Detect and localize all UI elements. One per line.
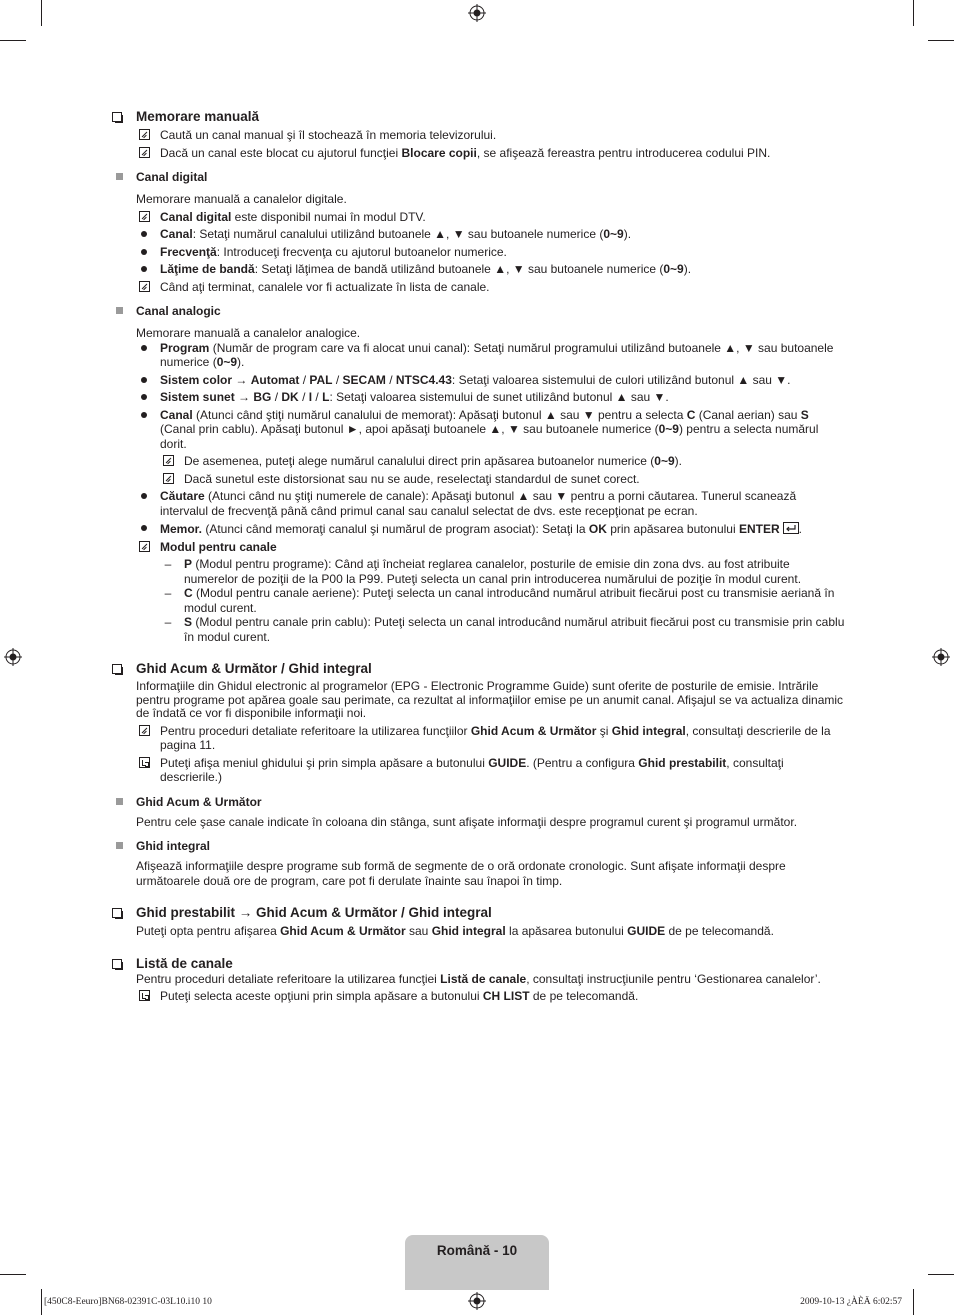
checkbox-icon — [112, 112, 122, 122]
bold-text: 0~9 — [663, 262, 684, 276]
heading-text: Canal digital — [136, 170, 208, 184]
page-content — [112, 108, 847, 1004]
list-item — [112, 227, 847, 242]
square-bullet-icon — [116, 842, 123, 849]
heading-text: Listă de canale — [136, 955, 233, 971]
bold-text: Ghid prestabilit — [638, 755, 727, 770]
bullet-icon — [141, 231, 147, 237]
bullet-icon — [141, 266, 147, 272]
note-icon — [163, 473, 174, 484]
text: De asemenea, puteţi alege numărul canalului direct prin apăsarea butoanelor numerice ( — [184, 454, 655, 468]
paragraph: Memorare manuală a canalelor digitale. — [136, 192, 347, 206]
registration-mark-icon — [468, 4, 486, 22]
dash-item: – P (Modul pentru programe): Când aţi încheiat reglarea canalelor, posturile de emisie din zona dvs. au fost atribuite numerelor de poziţii de la P00 la P99. Puteţi selecta un canal prin introducerea numărului de poziţie în modul curent. — [164, 557, 802, 586]
bold-text: Blocare copii — [401, 145, 477, 160]
text: Puteţi opta pentru afişarea — [136, 924, 281, 938]
square-bullet-icon — [116, 307, 123, 314]
section-heading — [112, 904, 847, 921]
bold-text: Program — [160, 340, 210, 355]
bold-text: Sistem color — [160, 372, 233, 387]
note-text: Când aţi terminat, canalele vor fi actualizate în lista de canale. — [160, 279, 490, 294]
note-icon — [139, 211, 150, 222]
enter-key-icon — [783, 522, 799, 534]
note-icon — [139, 725, 150, 736]
text: : Setaţi numărul canalului utilizând butoanele ▲, ▼ sau butoanele numerice ( — [192, 227, 604, 241]
text: / — [271, 390, 282, 404]
paragraph — [112, 972, 847, 987]
text: → — [234, 390, 254, 404]
page-number: Română - 10 — [436, 1243, 518, 1258]
text: → — [232, 372, 251, 387]
bullet-icon — [141, 249, 147, 255]
subsection-heading — [112, 170, 847, 184]
bold-text: Ghid Acum & Următor — [470, 723, 597, 738]
note-item — [112, 128, 847, 143]
note-item — [112, 280, 847, 295]
list-item — [112, 521, 847, 537]
crop-mark — [913, 0, 914, 26]
text: prin apăsarea butonului — [606, 522, 739, 536]
note-text: Dacă sunetul este distorsionat sau nu se aude, reselectaţi standardul de sunet corect. — [184, 471, 640, 486]
list-item — [112, 408, 847, 452]
checkbox-icon — [112, 664, 122, 674]
bullet-icon — [141, 377, 147, 383]
text: (Canal prin cablu). Apăsaţi butonul ►, apoi apăsaţi butoanele ▲, ▼ sau butoanele numerice ( — [160, 422, 659, 436]
text: , consultaţi descrierile de la pagina 11. — [160, 723, 831, 752]
text: / — [385, 372, 396, 387]
bold-text: Ghid integral — [431, 924, 506, 938]
note-item — [112, 210, 847, 225]
tip-item — [112, 989, 847, 1004]
bold-text: Canal — [160, 407, 193, 422]
paragraph: Pentru cele şase canale indicate în coloana din stânga, sunt afişate informaţii despre programul curent şi programul următor. — [136, 814, 798, 829]
crop-mark — [0, 40, 26, 41]
registration-mark-icon — [4, 648, 22, 666]
text: sau — [405, 924, 432, 938]
bold-text: Lăţime de bandă — [160, 262, 255, 276]
text: este disponibil numai în modul DTV. — [231, 209, 426, 224]
bold-text: Ghid Acum & Următor — [280, 924, 406, 938]
bold-text: ENTER — [738, 522, 780, 536]
note-item — [112, 540, 847, 555]
bold-text: Ghid integral — [611, 723, 686, 738]
heading-text: Ghid Acum & Următor — [136, 794, 262, 809]
text: (Atunci când ştiţi numărul canalului de memorat): Apăsaţi butonul ▲ sau ▼ pentru a selecta — [192, 407, 687, 422]
bold-text: Memor. — [160, 522, 203, 536]
checkbox-icon — [112, 908, 122, 918]
note-icon — [139, 541, 150, 552]
bold-text: Modul pentru canale — [160, 539, 277, 554]
crop-mark — [0, 1274, 26, 1275]
bold-text: C — [686, 407, 696, 422]
paragraph: Informaţiile din Ghidul electronic al programelor (EPG - Electronic Programme Guide) sunt oferite de posturile de emisie. Intrările pentru programe pot apărea goale sau perimate, ca rezultat al informaţiilor emise pe un anumit canal. Afişajul se va actualiza dinamic de îndată ce vor fi disponibile informaţii noi. — [136, 679, 844, 720]
checkbox-icon — [112, 959, 122, 969]
list-item — [112, 489, 847, 518]
text: (Atunci când nu ştiţi numerele de canale): Apăsaţi butonul ▲ sau ▼ pentru a porni căutarea. Tunerul scanează intervalul de frecvenţă până când primul canal sau canalul selectat de dvs. este recepţionat pe ecran. — [160, 489, 797, 518]
text: (Modul pentru programe): Când aţi încheiat reglarea canalelor, posturile de emisie din zona dvs. au fost atribuite numerelor de poziţii de la P00 la P99. Puteţi selecta un canal prin introducerea numărului de poziţie în modul curent. — [184, 557, 802, 586]
dash-item: – C (Modul pentru canale aeriene): Puteţi selecta un canal introducând numărul atribuit fiecărui post cu transmisie aeriană în modul curent. — [164, 586, 835, 615]
crop-mark — [41, 1289, 42, 1315]
print-imprint-left: [450C8-Eeuro]BN68-02391C-03L10.i10 10 — [44, 1297, 212, 1307]
bold-text: S — [184, 615, 193, 629]
bold-text: CH LIST — [482, 989, 530, 1003]
bold-text: L — [322, 390, 330, 404]
subsection-heading — [112, 839, 847, 853]
crop-mark — [41, 0, 42, 26]
crop-mark — [913, 1289, 914, 1315]
text: de pe telecomandă. — [529, 989, 639, 1003]
bold-text: OK — [588, 522, 607, 536]
bold-text: 0~9 — [654, 454, 675, 468]
text: / — [332, 372, 343, 387]
note-item — [112, 454, 847, 469]
list-item — [112, 373, 847, 388]
bold-text: I — [308, 390, 313, 404]
bullet-icon — [141, 525, 147, 531]
text: (Atunci când memoraţi canalul şi numărul de program asociat): Setaţi la — [202, 522, 589, 536]
heading-text: Ghid integral — [136, 839, 211, 853]
bullet-icon — [141, 394, 147, 400]
text: ). — [683, 262, 692, 276]
note-icon — [139, 281, 150, 292]
text: , consultaţi descrierile.) — [160, 755, 784, 784]
bold-text: PAL — [309, 372, 333, 387]
subsection-heading — [112, 304, 847, 318]
list-item — [112, 262, 847, 277]
heading-text: Ghid Acum & Următor / Ghid integral — [136, 661, 372, 676]
text: ). — [237, 355, 245, 369]
square-bullet-icon — [116, 798, 123, 805]
section-heading — [112, 108, 847, 125]
square-bullet-icon — [116, 173, 123, 180]
text: de pe telecomandă. — [665, 924, 774, 938]
text: Puteţi afişa meniul ghidului şi prin simpla apăsare a butonului — [160, 755, 489, 770]
bold-text: Listă de canale — [440, 971, 527, 986]
list-item — [112, 341, 847, 370]
text: (Număr de program care va fi alocat unui canal): Setaţi numărul programului utilizând butoanele ▲, ▼ sau butoanele numerice ( — [160, 340, 834, 369]
text: ). — [674, 454, 682, 468]
heading-text: Canal analogic — [136, 304, 221, 318]
dash-item: – S (Modul pentru canale prin cablu): Puteţi selecta un canal introducând numărul atribuit fiecărui post cu transmisie prin cablu în modul curent. — [164, 615, 845, 644]
text: ). — [623, 227, 632, 241]
bold-text: Frecvenţă — [160, 244, 217, 259]
text: şi — [596, 723, 612, 738]
section-heading — [112, 660, 847, 677]
note-text: Caută un canal manual şi îl stochează în memoria televizorului. — [160, 128, 497, 142]
text: / — [312, 390, 323, 404]
bullet-icon — [141, 412, 147, 418]
list-item — [112, 245, 847, 260]
text: Pentru proceduri detaliate referitoare la utilizarea funcţiilor — [160, 723, 471, 738]
note-icon — [139, 147, 150, 158]
note-item — [112, 146, 847, 161]
list-item — [112, 390, 847, 405]
bold-text: Sistem sunet — [160, 390, 235, 404]
heading-text: Ghid prestabilit → Ghid Acum & Următor / Ghid integral — [136, 905, 492, 920]
subsection-heading — [112, 795, 847, 809]
paragraph: Memorare manuală a canalelor analogice. — [136, 326, 361, 340]
text: : Setaţi lăţimea de bandă utilizând butoanele ▲, ▼ sau butoanele numerice ( — [254, 262, 664, 276]
text: ) pentru a selecta numărul dorit. — [160, 422, 819, 451]
text: . — [798, 522, 802, 536]
section-heading — [112, 955, 847, 972]
text: , consultaţi instrucţiunile pentru ‘Gestionarea canalelor’. — [526, 971, 821, 986]
note-icon — [163, 455, 174, 466]
crop-mark — [928, 40, 954, 41]
heading-text: Memorare manuală — [136, 109, 260, 124]
bold-text: 0~9 — [658, 422, 679, 436]
bold-text: BG — [253, 390, 272, 404]
bold-text: C — [184, 586, 193, 600]
bold-text: Canal — [160, 227, 193, 241]
text: / — [298, 390, 309, 404]
text: (Modul pentru canale prin cablu): Puteţi selecta un canal introducând numărul atribuit fiecărui post cu transmisie prin cablu în modul curent. — [184, 615, 845, 644]
bold-text: GUIDE — [627, 924, 666, 938]
registration-mark-icon — [932, 648, 950, 666]
text: : Setaţi valoarea sistemului de sunet utilizând butonul ▲ sau ▼. — [329, 390, 669, 404]
tip-icon — [139, 990, 150, 1001]
text: Pentru proceduri detaliate referitoare la utilizarea funcţiei — [136, 971, 441, 986]
bold-text: NTSC4.43 — [395, 372, 452, 387]
text: : Setaţi valoarea sistemului de culori utilizând butonul ▲ sau ▼. — [451, 372, 791, 387]
note-item — [112, 472, 847, 487]
text: : Introduceţi frecvenţa cu ajutorul butoanelor numerice. — [216, 244, 507, 259]
text: (Modul pentru canale aeriene): Puteţi selecta un canal introducând numărul atribuit fiecărui post cu transmisie aeriană în modul curent. — [184, 586, 835, 615]
text: Puteţi selecta aceste opţiuni prin simpla apăsare a butonului — [160, 989, 483, 1003]
tip-icon — [139, 757, 150, 768]
text: / — [299, 372, 310, 387]
text: Dacă un canal este blocat cu ajutorul funcţiei — [160, 145, 402, 160]
bold-text: SECAM — [342, 372, 386, 387]
bold-text: P — [184, 557, 193, 571]
note-item — [112, 724, 847, 753]
tip-item — [112, 756, 847, 785]
text: , se afişează fereastra pentru introducerea codului PIN. — [476, 145, 771, 160]
bullet-icon — [141, 493, 147, 499]
paragraph — [112, 924, 847, 939]
text: . (Pentru a configura — [526, 755, 639, 770]
bold-text: Căutare — [160, 489, 205, 503]
bold-text: S — [800, 407, 809, 422]
bold-text: DK — [281, 390, 299, 404]
bold-text: GUIDE — [488, 755, 527, 770]
bold-text: Automat — [250, 372, 300, 387]
text: (Canal aerian) sau — [695, 407, 801, 422]
bold-text: 0~9 — [603, 227, 624, 241]
note-icon — [139, 129, 150, 140]
page-number-tab — [405, 1235, 549, 1290]
crop-mark — [928, 1274, 954, 1275]
text: la apăsarea butonului — [505, 924, 628, 938]
registration-mark-icon — [468, 1292, 486, 1310]
print-imprint-right: 2009-10-13 ¿ÀÈÄ 6:02:57 — [800, 1297, 902, 1307]
bold-text: Canal digital — [160, 209, 232, 224]
bold-text: 0~9 — [216, 355, 238, 369]
paragraph: Afişează informaţiile despre programe sub formă de segmente de o oră ordonate cronologic. Sunt afişate informaţii despre următoarele două ore de program, care pot fi derulate înainte sau înapoi în timp. — [136, 859, 786, 888]
bullet-icon — [141, 345, 147, 351]
